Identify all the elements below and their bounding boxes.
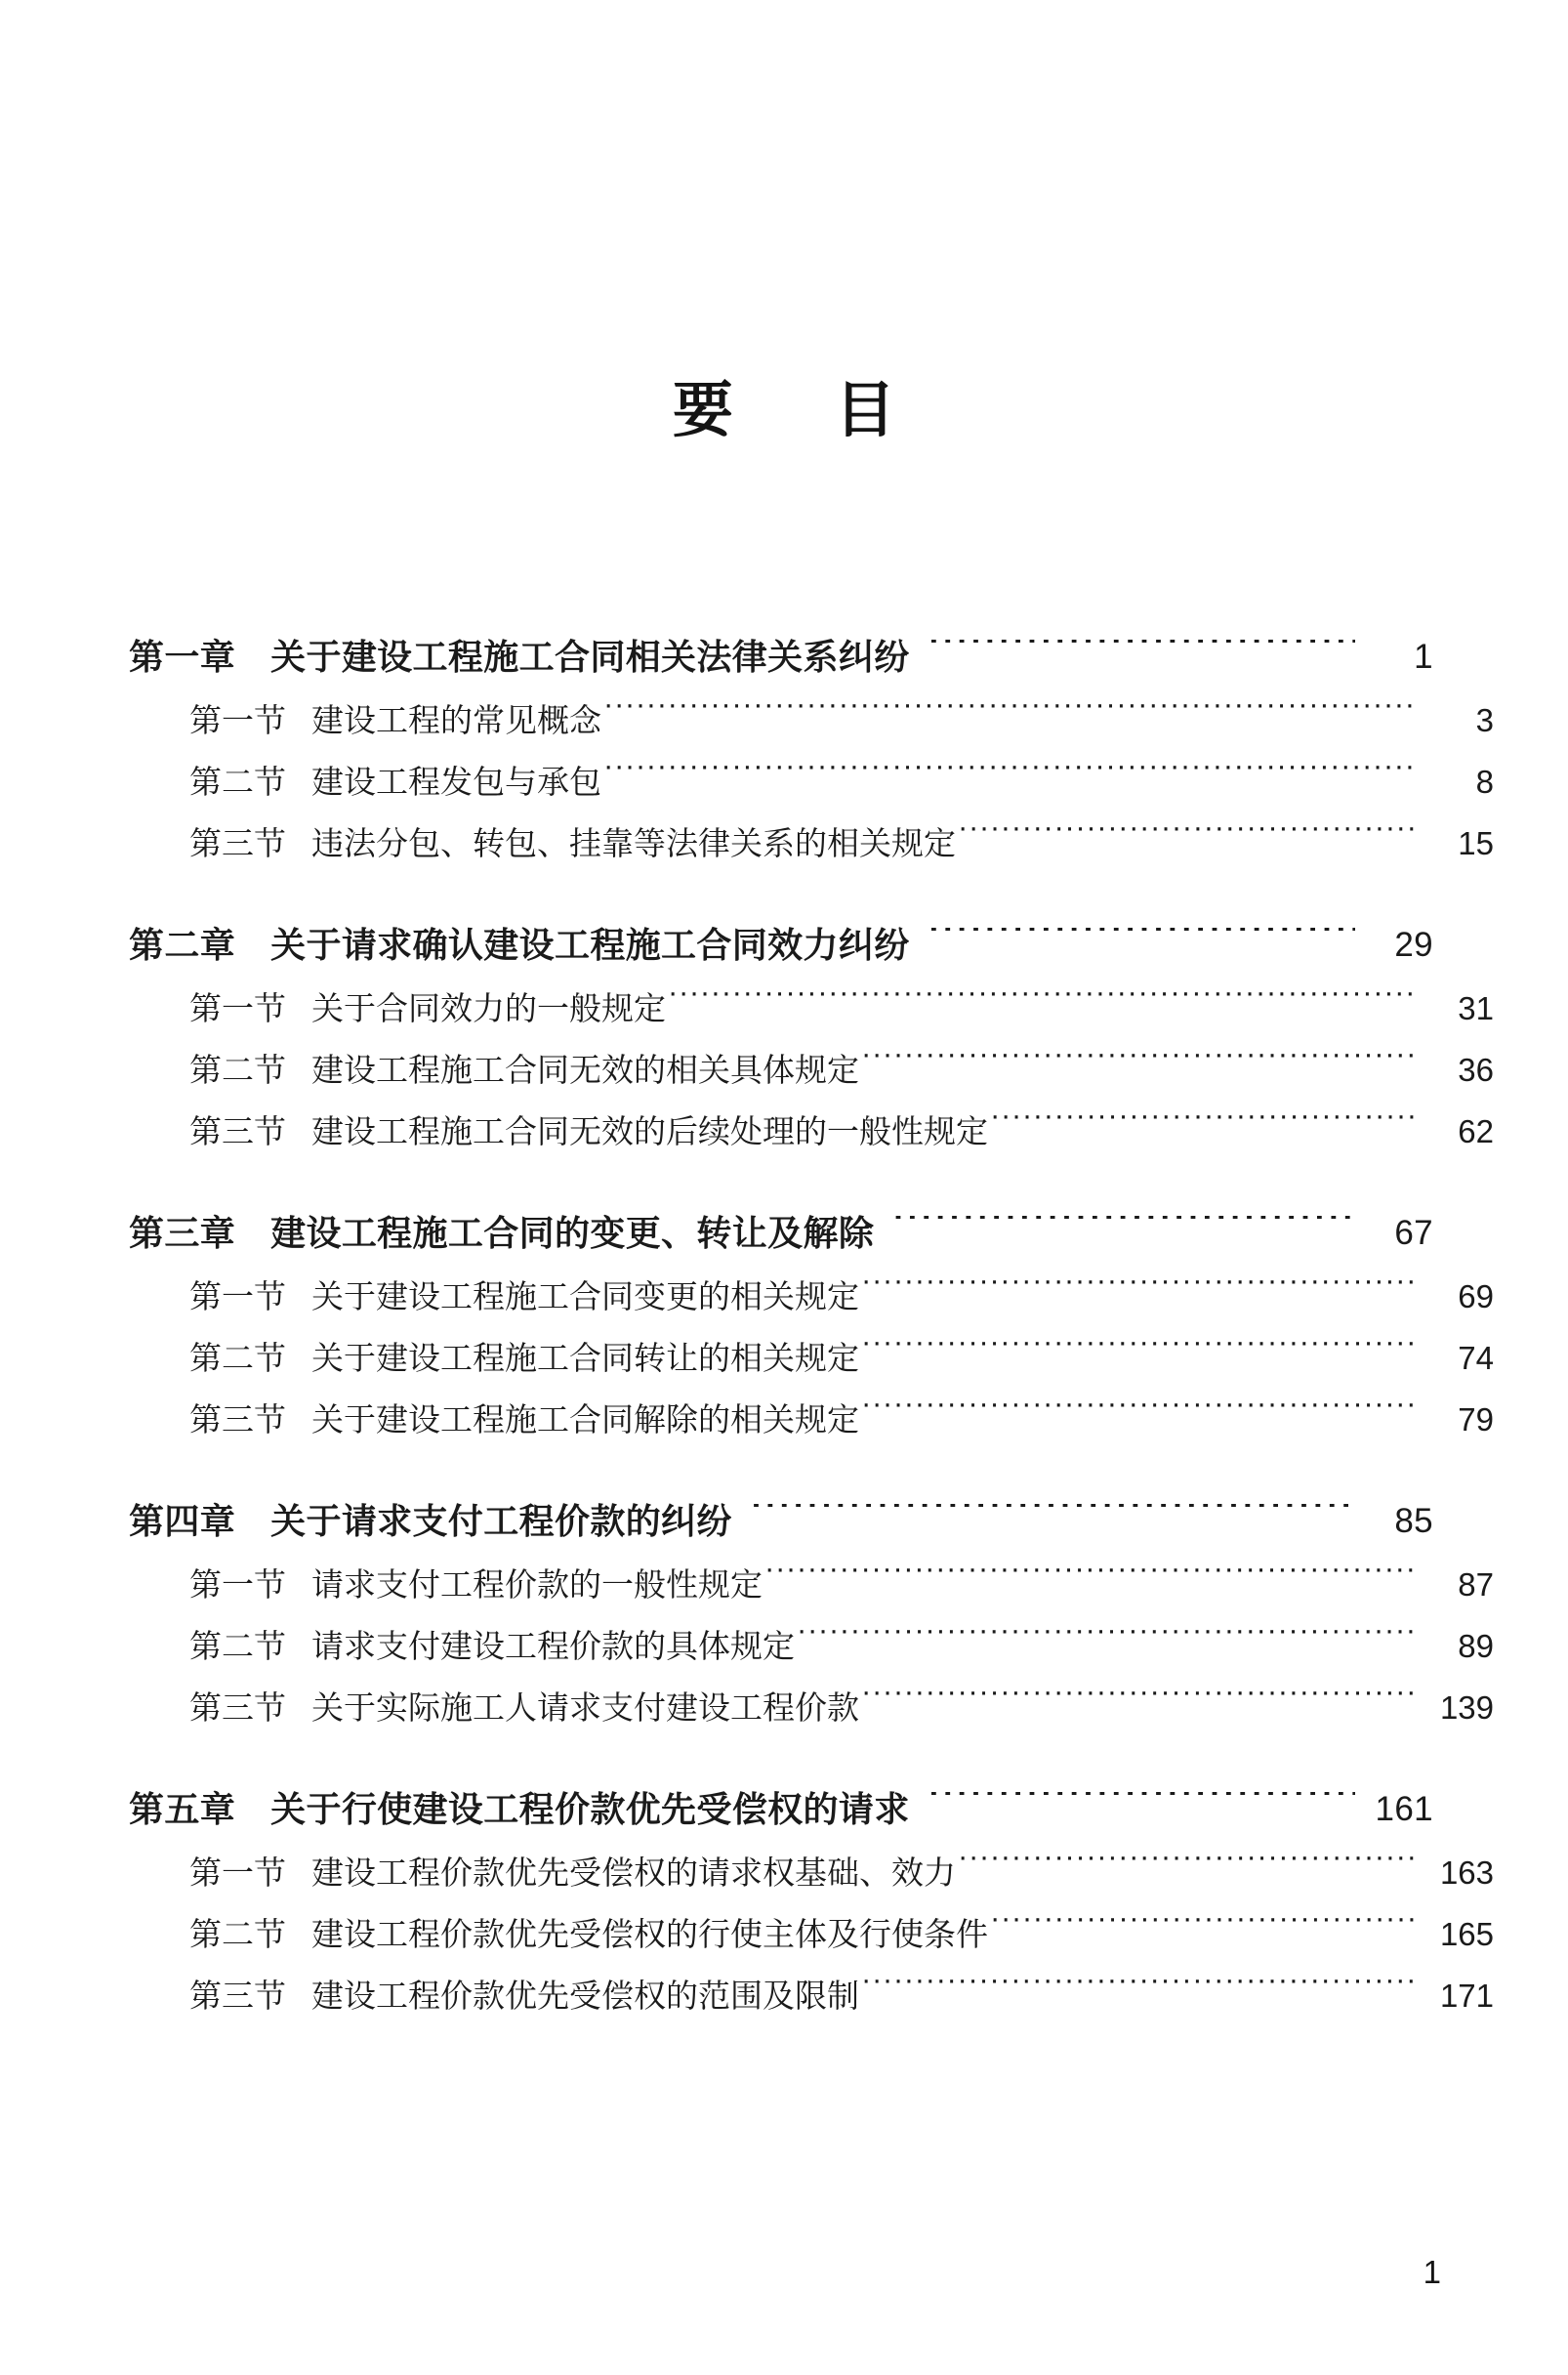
section-page-number: 139 [1439, 1689, 1494, 1726]
toc-chapter-block [129, 913, 1494, 1162]
section-number: 第三节 [189, 1689, 286, 1726]
chapter-number: 第三章 [129, 1213, 236, 1253]
leader-dots [861, 1979, 1416, 2012]
leader-dots [912, 1792, 1355, 1827]
section-number: 第一节 [189, 1278, 286, 1314]
toc-section-entry[interactable] [129, 1389, 1494, 1450]
page-folio-number: 1 [1423, 2254, 1441, 2290]
section-number: 第二节 [189, 764, 286, 800]
section-title: 请求支付工程价款的一般性规定 [311, 1566, 763, 1603]
section-title: 关于建设工程施工合同解除的相关规定 [311, 1401, 859, 1438]
chapter-page-number: 67 [1394, 1214, 1433, 1252]
section-title: 建设工程价款优先受偿权的请求权基础、效力 [311, 1854, 956, 1891]
section-title: 关于建设工程施工合同转让的相关规定 [311, 1340, 859, 1376]
section-page-number: 15 [1458, 825, 1494, 861]
section-title: 违法分包、转包、挂靠等法律关系的相关规定 [311, 825, 956, 861]
leader-dots [797, 1630, 1416, 1662]
leader-dots [861, 1280, 1416, 1312]
section-number: 第三节 [189, 1401, 286, 1438]
leader-dots [876, 1216, 1355, 1251]
section-title: 建设工程施工合同无效的相关具体规定 [311, 1052, 859, 1088]
toc-chapter-entry[interactable] [129, 913, 1433, 978]
section-page-number: 8 [1475, 764, 1494, 800]
section-number: 第一节 [189, 990, 286, 1026]
section-page-number: 62 [1458, 1113, 1494, 1149]
table-of-contents [129, 625, 1494, 2026]
leader-dots [990, 1115, 1416, 1147]
section-title: 建设工程价款优先受偿权的范围及限制 [311, 1978, 859, 2014]
chapter-number: 第一章 [129, 637, 236, 677]
leader-dots [734, 1504, 1355, 1539]
toc-section-entry[interactable] [129, 1842, 1494, 1903]
toc-chapter-entry[interactable] [129, 1201, 1433, 1266]
section-page-number: 36 [1458, 1052, 1494, 1088]
section-number: 第一节 [189, 1566, 286, 1603]
toc-section-entry[interactable] [129, 812, 1494, 874]
section-title: 建设工程的常见概念 [311, 702, 601, 738]
toc-chapter-block [129, 1201, 1494, 1450]
chapter-title: 建设工程施工合同的变更、转让及解除 [270, 1213, 875, 1253]
section-title: 建设工程价款优先受偿权的行使主体及行使条件 [311, 1916, 988, 1952]
toc-section-entry[interactable] [129, 1965, 1494, 2026]
section-title: 建设工程施工合同无效的后续处理的一般性规定 [311, 1113, 988, 1149]
toc-section-entry[interactable] [129, 1903, 1494, 1965]
section-page-number: 87 [1458, 1566, 1494, 1603]
chapter-page-number: 161 [1375, 1790, 1433, 1828]
chapter-title: 关于行使建设工程价款优先受偿权的请求 [270, 1789, 910, 1829]
chapter-number: 第二章 [129, 925, 236, 965]
section-number: 第二节 [189, 1916, 286, 1952]
section-page-number: 79 [1458, 1401, 1494, 1438]
section-page-number: 171 [1439, 1978, 1494, 2014]
toc-section-entry[interactable] [129, 1677, 1494, 1738]
chapter-title: 关于请求确认建设工程施工合同效力纠纷 [270, 925, 910, 965]
leader-dots [990, 1918, 1416, 1950]
toc-chapter-entry[interactable] [129, 625, 1433, 689]
section-number: 第一节 [189, 702, 286, 738]
toc-chapter-block [129, 1489, 1494, 1738]
toc-section-entry[interactable] [129, 978, 1494, 1039]
chapter-title: 关于请求支付工程价款的纠纷 [270, 1501, 732, 1541]
leader-dots [912, 640, 1355, 675]
section-number: 第三节 [189, 825, 286, 861]
leader-dots [861, 1691, 1416, 1724]
toc-section-entry[interactable] [129, 689, 1494, 751]
chapter-page-number: 85 [1394, 1502, 1433, 1540]
section-number: 第三节 [189, 1113, 286, 1149]
leader-dots [861, 1342, 1416, 1374]
section-title: 建设工程发包与承包 [311, 764, 601, 800]
chapter-page-number: 29 [1394, 926, 1433, 964]
section-page-number: 89 [1458, 1628, 1494, 1664]
leader-dots [603, 704, 1416, 736]
section-title: 关于建设工程施工合同变更的相关规定 [311, 1278, 859, 1314]
leader-dots [861, 1403, 1416, 1436]
section-title: 请求支付建设工程价款的具体规定 [311, 1628, 795, 1664]
section-page-number: 74 [1458, 1340, 1494, 1376]
toc-chapter-entry[interactable] [129, 1489, 1433, 1554]
toc-section-entry[interactable] [129, 1101, 1494, 1162]
section-number: 第二节 [189, 1052, 286, 1088]
section-page-number: 165 [1439, 1916, 1494, 1952]
section-number: 第一节 [189, 1854, 286, 1891]
section-page-number: 3 [1475, 702, 1494, 738]
leader-dots [958, 1856, 1416, 1889]
toc-section-entry[interactable] [129, 1039, 1494, 1101]
toc-section-entry[interactable] [129, 1327, 1494, 1389]
leader-dots [764, 1568, 1416, 1601]
section-title: 关于合同效力的一般规定 [311, 990, 666, 1026]
section-page-number: 31 [1458, 990, 1494, 1026]
toc-chapter-entry[interactable] [129, 1777, 1433, 1842]
chapter-title: 关于建设工程施工合同相关法律关系纠纷 [270, 637, 910, 677]
leader-dots [912, 928, 1355, 963]
toc-section-entry[interactable] [129, 1554, 1494, 1615]
toc-section-entry[interactable] [129, 1266, 1494, 1327]
section-title: 关于实际施工人请求支付建设工程价款 [311, 1689, 859, 1726]
leader-dots [958, 827, 1416, 859]
toc-chapter-block [129, 1777, 1494, 2026]
section-page-number: 69 [1458, 1278, 1494, 1314]
section-page-number: 163 [1439, 1854, 1494, 1891]
chapter-number: 第五章 [129, 1789, 236, 1829]
chapter-page-number: 1 [1414, 638, 1433, 676]
chapter-number: 第四章 [129, 1501, 236, 1541]
toc-section-entry[interactable] [129, 1615, 1494, 1677]
section-number: 第三节 [189, 1978, 286, 2014]
leader-dots [668, 992, 1416, 1024]
toc-chapter-block [129, 625, 1494, 874]
section-number: 第二节 [189, 1340, 286, 1376]
leader-dots [861, 1054, 1416, 1086]
page-title: 要 目 [672, 374, 917, 445]
leader-dots [603, 766, 1416, 798]
toc-section-entry[interactable] [129, 751, 1494, 812]
section-number: 第二节 [189, 1628, 286, 1664]
